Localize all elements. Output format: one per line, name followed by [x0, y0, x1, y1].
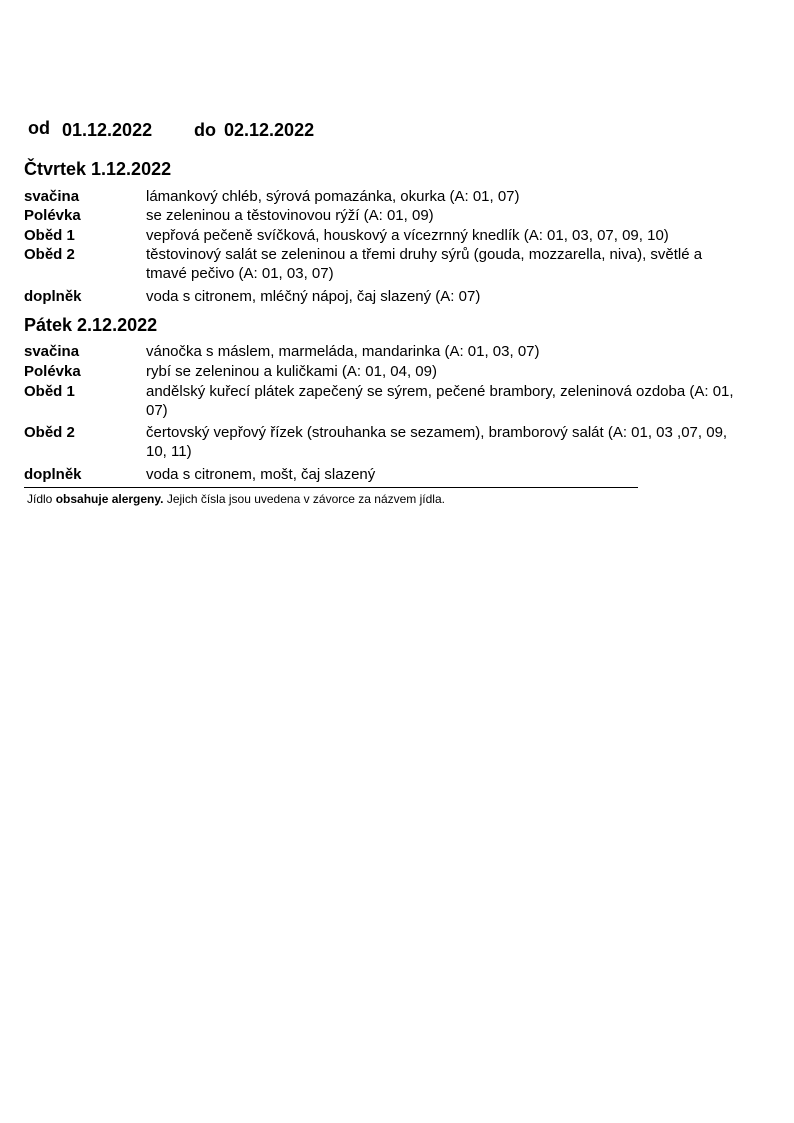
allergen-note-suffix: Jejich čísla jsou uvedena v závorce za názvem jídla.	[163, 492, 445, 506]
to-date: 02.12.2022	[224, 120, 315, 140]
row-label: svačina	[24, 343, 80, 360]
row-label: Oběd 1	[24, 383, 75, 400]
row-text: se zeleninou a těstovinovou rýží (A: 01, 09)	[146, 207, 434, 224]
row-label: Oběd 2	[24, 424, 75, 441]
divider-line	[24, 487, 638, 488]
day-heading-friday: Pátek 2.12.2022	[24, 315, 158, 335]
row-text: voda s citronem, mošt, čaj slazený	[146, 466, 376, 483]
allergen-note-bold: obsahuje alergeny.	[55, 492, 164, 506]
od-label: od	[28, 118, 50, 138]
row-label: doplněk	[24, 288, 82, 305]
row-text: rybí se zeleninou a kuličkami (A: 01, 04, 09)	[146, 363, 437, 380]
row-label: Polévka	[24, 207, 81, 224]
row-label: Oběd 2	[24, 246, 75, 263]
allergen-note-prefix: Jídlo	[27, 492, 56, 506]
row-label: doplněk	[24, 466, 82, 483]
row-text: čertovský vepřový řízek (strouhanka se sezamem), bramborový salát (A: 01, 03 ,07, 09, 10, 11)	[146, 424, 728, 460]
row-text: andělský kuřecí plátek zapečený se sýrem, pečené brambory, zeleninová ozdoba (A: 01, 07)	[146, 383, 734, 419]
row-label: svačina	[24, 188, 80, 205]
row-label: Polévka	[24, 363, 81, 380]
row-text: těstovinový salát se zeleninou a třemi druhy sýrů (gouda, mozzarella, niva), světlé a tmavé pečivo (A: 01, 03, 07)	[146, 246, 703, 282]
do-label: do	[194, 120, 216, 140]
from-date: 01.12.2022	[62, 120, 153, 140]
allergen-note	[27, 492, 445, 506]
day-heading-thursday: Čtvrtek 1.12.2022	[24, 159, 172, 179]
row-text: voda s citronem, mléčný nápoj, čaj slazený (A: 07)	[146, 288, 481, 305]
row-text: lámankový chléb, sýrová pomazánka, okurka (A: 01, 07)	[146, 188, 520, 205]
row-label: Oběd 1	[24, 227, 75, 244]
row-text: vánočka s máslem, marmeláda, mandarinka (A: 01, 03, 07)	[146, 343, 540, 360]
row-text: vepřová pečeně svíčková, houskový a vícezrnný knedlík (A: 01, 03, 07, 09, 10)	[146, 227, 669, 244]
